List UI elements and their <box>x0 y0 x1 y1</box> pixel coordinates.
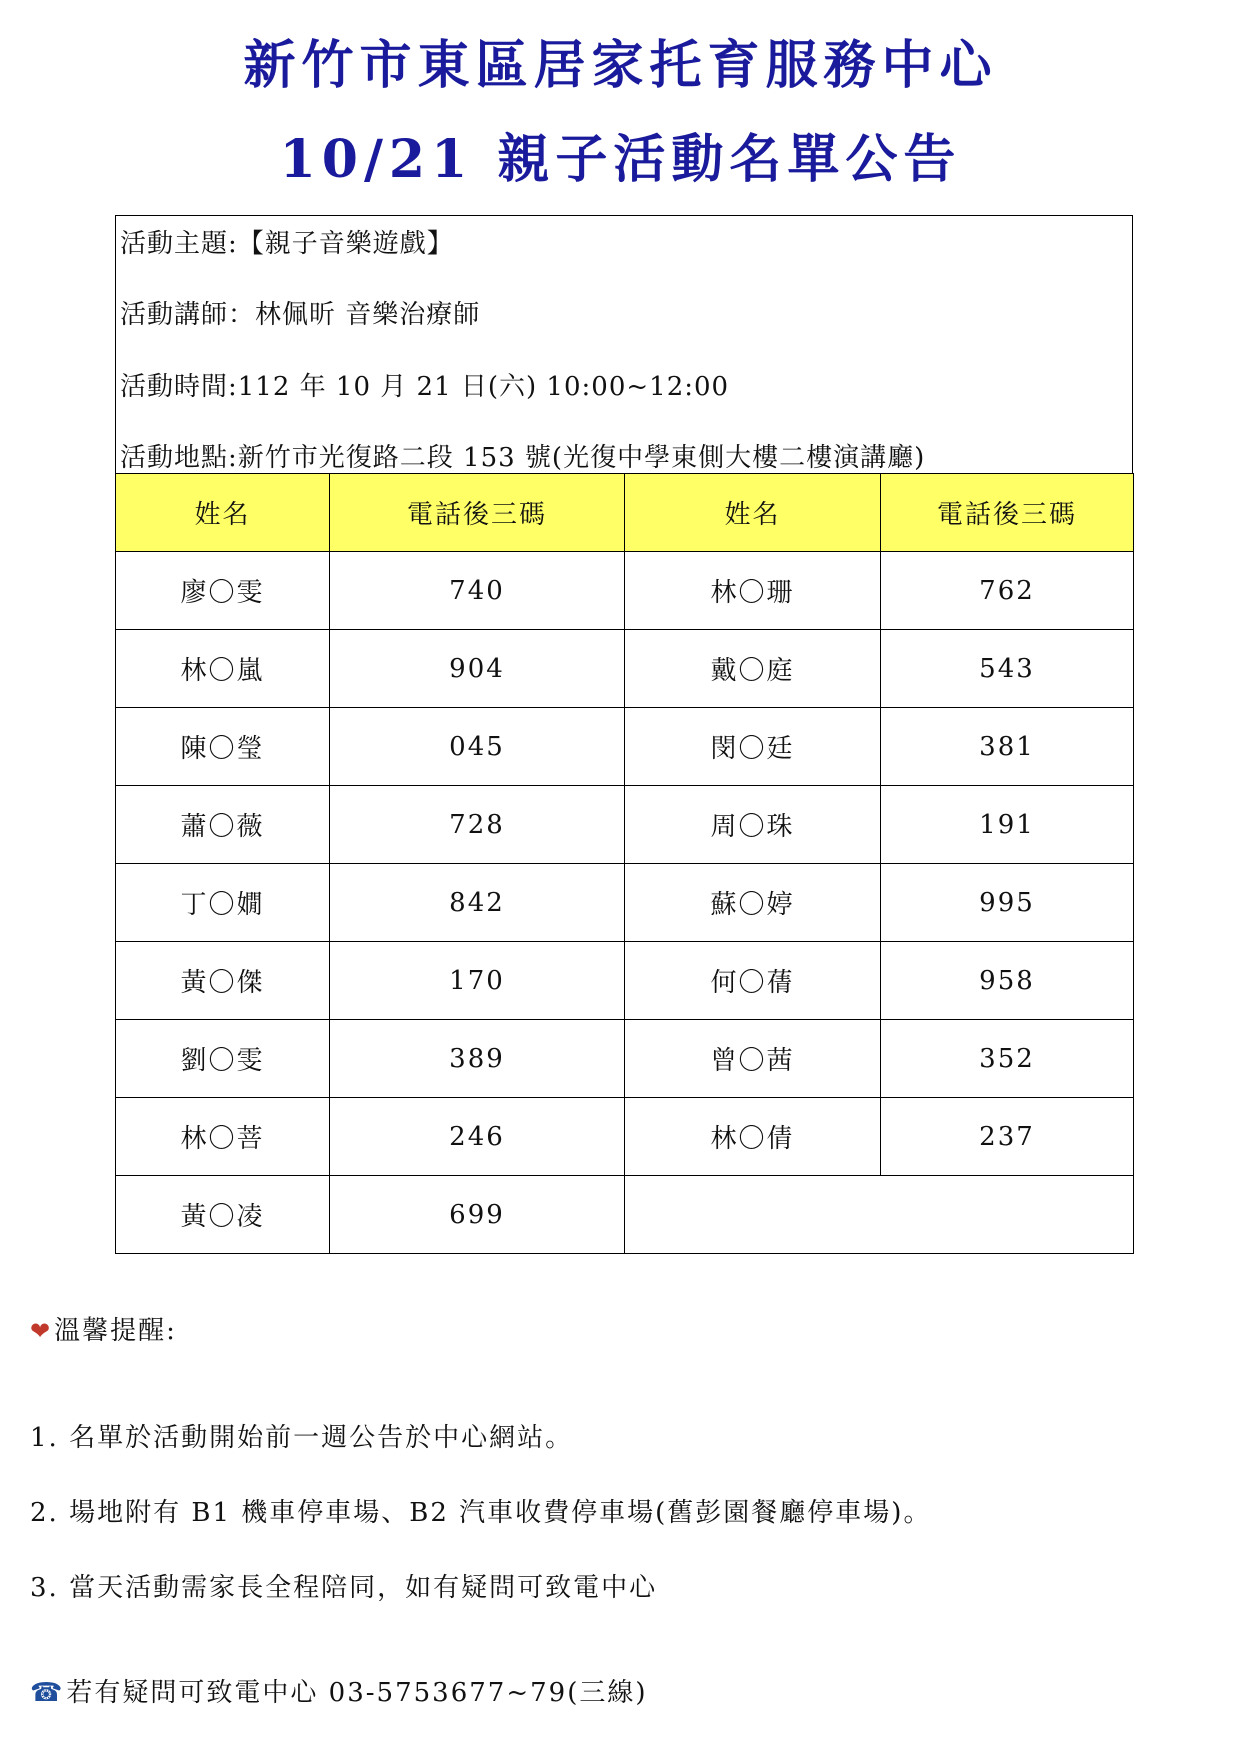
heart-icon: ❤ <box>30 1317 53 1345</box>
contact-text: 若有疑問可致電中心 03-5753677~79(三線) <box>66 1678 648 1708</box>
participant-name: 廖〇雯 <box>116 552 330 630</box>
participant-phone: 191 <box>881 786 1134 864</box>
table-row <box>116 630 1134 708</box>
table-row <box>116 1098 1134 1176</box>
participant-phone: 352 <box>881 1020 1134 1098</box>
header-phone-1: 電話後三碼 <box>330 474 625 552</box>
participant-name: 黃〇凌 <box>116 1176 330 1254</box>
activity-teacher-label: 活動講師： <box>120 300 256 330</box>
participant-name: 曾〇茜 <box>625 1020 881 1098</box>
table-header-row <box>116 474 1134 552</box>
participant-name: 何〇蒨 <box>625 942 881 1020</box>
participant-phone: 740 <box>330 552 625 630</box>
activity-theme-value: 【親子音樂遊戲】 <box>237 229 454 259</box>
participant-name: 周〇珠 <box>625 786 881 864</box>
participant-name: 閔〇廷 <box>625 708 881 786</box>
reminder-heading <box>30 1318 177 1344</box>
table-row <box>116 1020 1134 1098</box>
participant-name: 林〇嵐 <box>116 630 330 708</box>
page-title-line2: 10/21 親子活動名單公告 <box>279 129 962 190</box>
activity-time-value: 112 年 10 月 21 日(六) 10:00~12:00 <box>237 372 730 402</box>
participant-phone: 762 <box>881 552 1134 630</box>
participant-phone: 170 <box>330 942 625 1020</box>
empty-cell <box>625 1176 1134 1254</box>
header-phone-2: 電話後三碼 <box>881 474 1134 552</box>
participant-name: 蕭〇薇 <box>116 786 330 864</box>
header-name-2: 姓名 <box>625 474 881 552</box>
participant-phone: 995 <box>881 864 1134 942</box>
participant-name: 黃〇傑 <box>116 942 330 1020</box>
page-title-line1: 新竹市東區居家托育服務中心 <box>243 35 998 96</box>
participant-phone: 728 <box>330 786 625 864</box>
table-row <box>116 786 1134 864</box>
participant-phone: 958 <box>881 942 1134 1020</box>
activity-theme-label: 活動主題: <box>120 229 238 259</box>
participant-phone: 699 <box>330 1176 625 1254</box>
reminder-item-1: 1. 名單於活動開始前一週公告於中心網站。 <box>30 1423 574 1453</box>
table-row <box>116 552 1134 630</box>
activity-time <box>120 374 729 400</box>
participant-phone: 045 <box>330 708 625 786</box>
reminder-item-2: 2. 場地附有 B1 機車停車場、B2 汽車收費停車場(舊彭園餐廳停車場)。 <box>30 1498 932 1528</box>
reminder-item-3: 3. 當天活動需家長全程陪同，如有疑問可致電中心 <box>30 1573 658 1603</box>
reminder-heading-text: 溫馨提醒: <box>54 1316 177 1346</box>
activity-place-value: 新竹市光復路二段 153 號(光復中學東側大樓二樓演講廳) <box>237 443 926 473</box>
participant-name: 蘇〇婷 <box>625 864 881 942</box>
table-row <box>116 864 1134 942</box>
activity-teacher-value: 林佩昕 音樂治療師 <box>255 300 481 330</box>
table-row <box>116 942 1134 1020</box>
table-row <box>116 708 1134 786</box>
activity-info-box <box>115 215 1133 473</box>
contact-line <box>30 1680 647 1706</box>
participant-phone: 389 <box>330 1020 625 1098</box>
participant-phone: 904 <box>330 630 625 708</box>
activity-place-label: 活動地點: <box>120 443 238 473</box>
participant-name: 林〇菩 <box>116 1098 330 1176</box>
table-row <box>116 1176 1134 1254</box>
activity-time-label: 活動時間: <box>120 372 238 402</box>
participant-name: 陳〇瑩 <box>116 708 330 786</box>
participant-table <box>115 473 1134 1254</box>
participant-name: 戴〇庭 <box>625 630 881 708</box>
participant-phone: 381 <box>881 708 1134 786</box>
participant-name: 劉〇雯 <box>116 1020 330 1098</box>
phone-icon: ☎ <box>30 1678 65 1708</box>
participant-name: 林〇珊 <box>625 552 881 630</box>
participant-name: 丁〇嫺 <box>116 864 330 942</box>
participant-name: 林〇倩 <box>625 1098 881 1176</box>
participant-phone: 237 <box>881 1098 1134 1176</box>
participant-phone: 246 <box>330 1098 625 1176</box>
activity-theme <box>120 231 454 257</box>
activity-teacher <box>120 302 480 328</box>
participant-phone: 543 <box>881 630 1134 708</box>
header-name-1: 姓名 <box>116 474 330 552</box>
activity-place <box>120 445 925 471</box>
participant-phone: 842 <box>330 864 625 942</box>
